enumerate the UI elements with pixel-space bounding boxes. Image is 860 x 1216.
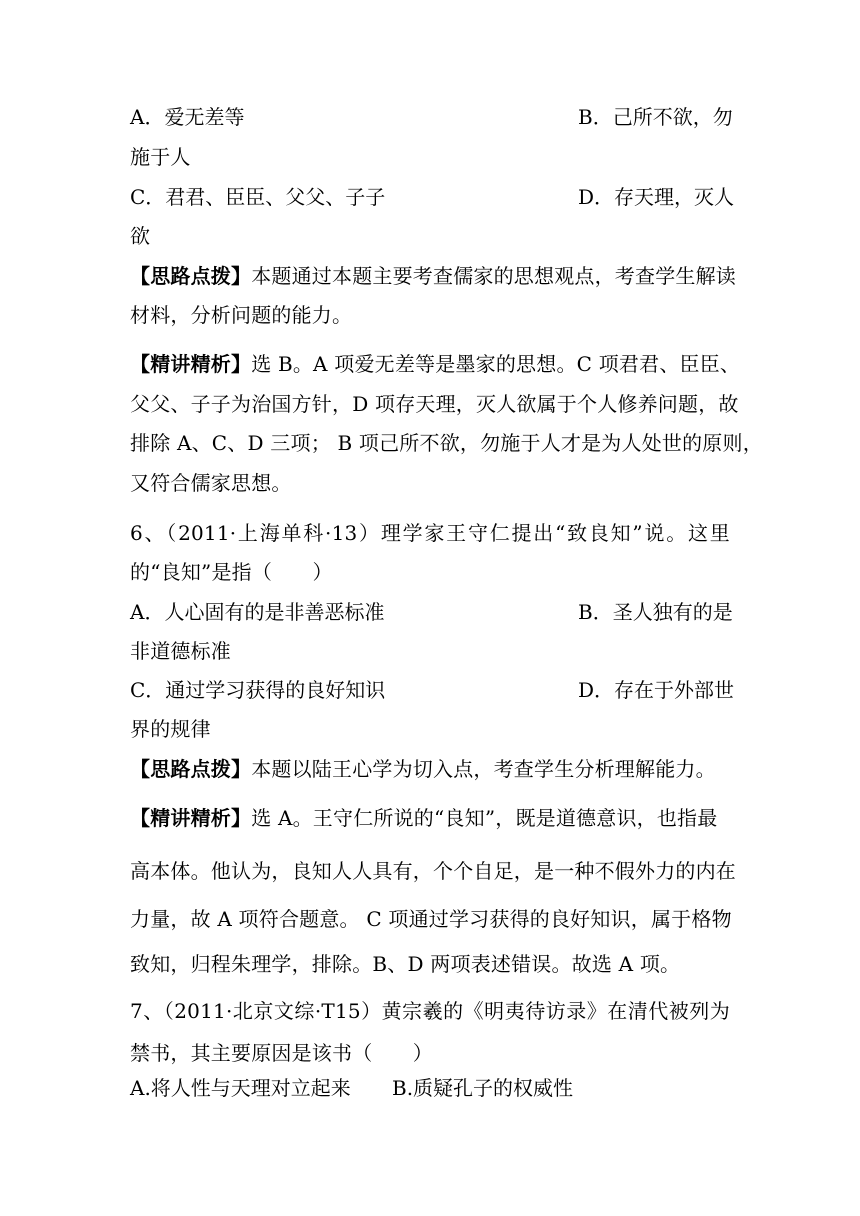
q5-analysis-text-1: 选 B。A 项爱无差等是墨家的思想。C 项君君、臣臣、 xyxy=(251,352,741,376)
q6-option-b-continued: 非道德标准 xyxy=(130,639,231,663)
q6-stem-line-2: 的“良知”是指（ ） xyxy=(130,560,333,584)
q7-stem-line-1: 7、（2011·北京文综·T15）黄宗羲的《明夷待访录》在清代被列为 xyxy=(130,999,730,1023)
q6-hint-line-1 xyxy=(130,755,730,783)
q6-option-d: D．存在于外部世 xyxy=(578,678,735,702)
q6-analysis-line-2: 高本体。他认为，良知人人具有，个个自足，是一种不假外力的内在 xyxy=(130,859,736,883)
q6-option-a: A．人心固有的是非善恶标准 xyxy=(130,600,385,624)
q5-option-b: B．己所不欲，勿 xyxy=(578,105,733,129)
q7-option-a: A.将人性与天理对立起来 xyxy=(130,1076,351,1100)
q5-hint-line-2: 材料，分析问题的能力。 xyxy=(130,303,353,327)
q5-option-c: C．君君、臣臣、父父、子子 xyxy=(130,185,386,209)
q5-hint-tag: 【思路点拨】 xyxy=(130,264,252,288)
q6-hint-text-1: 本题以陆王心学为切入点，考查学生分析理解能力。 xyxy=(251,757,716,781)
q5-option-d: D．存天理，灭人 xyxy=(578,185,735,209)
q5-analysis-line-1 xyxy=(130,350,741,378)
q5-option-a: A．爱无差等 xyxy=(130,105,245,129)
q6-analysis-line-3: 力量，故 A 项符合题意。 C 项通过学习获得的良好知识，属于格物 xyxy=(130,907,732,931)
q6-option-c: C．通过学习获得的良好知识 xyxy=(130,678,386,702)
q6-analysis-line-1 xyxy=(130,804,730,832)
q5-option-b-continued: 施于人 xyxy=(130,145,191,169)
q5-hint-line-1 xyxy=(130,262,737,290)
q5-analysis-line-2: 父父、子子为治国方针，D 项存天理，灭人欲属于个人修养问题，故 xyxy=(130,392,739,416)
q5-analysis-tag: 【精讲精析】 xyxy=(130,352,252,376)
q6-analysis-line-4: 致知，归程朱理学，排除。B、D 两项表述错误。故选 A 项。 xyxy=(130,952,681,976)
q6-analysis-text-1: 选 A。王守仁所说的“良知”，既是道德意识，也指最 xyxy=(251,806,718,830)
q5-analysis-line-3: 排除 A、C、D 三项； B 项己所不欲，勿施于人才是为人处世的原则， xyxy=(130,431,763,455)
q7-stem-line-2: 禁书，其主要原因是该书（ ） xyxy=(130,1041,433,1065)
q6-hint-tag: 【思路点拨】 xyxy=(130,757,252,781)
q6-option-d-continued: 界的规律 xyxy=(130,717,211,741)
q6-analysis-tag: 【精讲精析】 xyxy=(130,806,252,830)
q5-analysis-line-4: 又符合儒家思想。 xyxy=(130,471,292,495)
q6-stem-line-1: 6、（2011·上海单科·13）理学家王守仁提出“致良知”说。这里 xyxy=(130,521,730,545)
q5-hint-text-1: 本题通过本题主要考查儒家的思想观点，考查学生解读 xyxy=(251,264,737,288)
q7-option-b: B.质疑孔子的权威性 xyxy=(392,1076,574,1100)
q6-option-b: B．圣人独有的是 xyxy=(578,600,733,624)
q5-option-d-continued: 欲 xyxy=(130,224,151,248)
